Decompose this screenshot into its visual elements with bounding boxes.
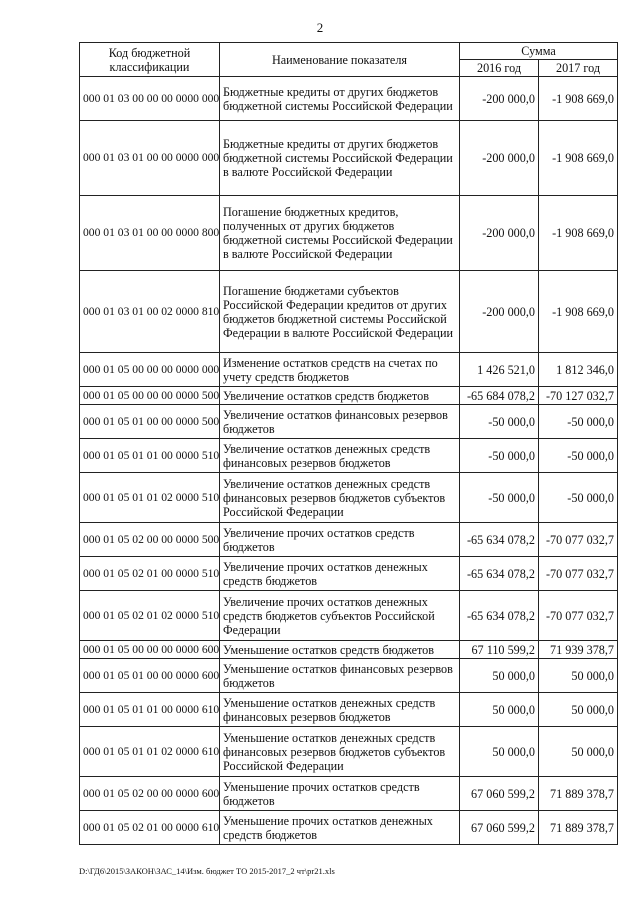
code-cell: 000 01 05 01 00 00 0000 500 [80,405,220,439]
table-row [80,659,618,693]
table-row [80,523,618,557]
table-row [80,557,618,591]
value-2017-cell: 50 000,0 [539,727,618,777]
code-cell: 000 01 05 01 01 02 0000 610 [80,727,220,777]
code-cell: 000 01 05 02 00 00 0000 500 [80,523,220,557]
table-row [80,271,618,353]
name-cell: Увеличение прочих остатков денежных средств бюджетов субъектов Российской Федерации [220,591,460,641]
value-2017-cell: -70 077 032,7 [539,523,618,557]
value-2017-cell: 71 889 378,7 [539,811,618,845]
table-row [80,641,618,659]
code-cell: 000 01 03 01 00 00 0000 000 [80,121,220,196]
value-2017-cell: 50 000,0 [539,659,618,693]
code-cell: 000 01 05 02 00 00 0000 600 [80,777,220,811]
value-2016-cell: 50 000,0 [460,659,539,693]
table-row [80,196,618,271]
value-2016-cell: -50 000,0 [460,473,539,523]
code-cell: 000 01 05 01 00 00 0000 600 [80,659,220,693]
table-row [80,693,618,727]
table-row [80,439,618,473]
name-cell: Увеличение остатков средств бюджетов [220,387,460,405]
name-cell: Погашение бюджетных кредитов, полученных от других бюджетов бюджетной системы Российской Федерации в валюте Российской Федерации [220,196,460,271]
value-2016-cell: 67 060 599,2 [460,777,539,811]
value-2016-cell: 1 426 521,0 [460,353,539,387]
code-cell: 000 01 05 00 00 00 0000 000 [80,353,220,387]
table-row [80,811,618,845]
name-cell: Увеличение остатков денежных средств финансовых резервов бюджетов субъектов Российской Федерации [220,473,460,523]
value-2017-cell: 1 812 346,0 [539,353,618,387]
value-2016-cell: -50 000,0 [460,439,539,473]
name-cell: Увеличение прочих остатков средств бюджетов [220,523,460,557]
code-cell: 000 01 03 01 00 00 0000 800 [80,196,220,271]
value-2016-cell: -65 634 078,2 [460,557,539,591]
table-row [80,473,618,523]
code-cell: 000 01 05 02 01 00 0000 610 [80,811,220,845]
value-2016-cell: -200 000,0 [460,196,539,271]
name-cell: Бюджетные кредиты от других бюджетов бюджетной системы Российской Федерации [220,77,460,121]
value-2017-cell: -50 000,0 [539,439,618,473]
code-cell: 000 01 05 01 01 02 0000 510 [80,473,220,523]
value-2016-cell: 50 000,0 [460,727,539,777]
table-row [80,77,618,121]
value-2017-cell: -50 000,0 [539,473,618,523]
value-2017-cell: -50 000,0 [539,405,618,439]
table-row [80,777,618,811]
value-2016-cell: 67 110 599,2 [460,641,539,659]
value-2017-cell: -1 908 669,0 [539,77,618,121]
code-cell: 000 01 05 02 01 00 0000 510 [80,557,220,591]
code-cell: 000 01 05 01 01 00 0000 610 [80,693,220,727]
table-row [80,353,618,387]
table-row [80,405,618,439]
table-row [80,591,618,641]
value-2017-cell: -70 077 032,7 [539,557,618,591]
value-2016-cell: -65 634 078,2 [460,591,539,641]
table-row [80,387,618,405]
value-2016-cell: -200 000,0 [460,77,539,121]
name-cell: Увеличение остатков финансовых резервов бюджетов [220,405,460,439]
name-cell: Уменьшение прочих остатков денежных средств бюджетов [220,811,460,845]
value-2016-cell: -65 684 078,2 [460,387,539,405]
value-2016-cell: -65 634 078,2 [460,523,539,557]
name-cell: Уменьшение остатков денежных средств финансовых резервов бюджетов субъектов Российской Федерации [220,727,460,777]
code-cell: 000 01 05 00 00 00 0000 600 [80,641,220,659]
value-2016-cell: 67 060 599,2 [460,811,539,845]
name-cell: Изменение остатков средств на счетах по учету средств бюджетов [220,353,460,387]
page-number: 2 [316,20,324,35]
table-row [80,121,618,196]
name-cell: Увеличение прочих остатков денежных средств бюджетов [220,557,460,591]
value-2016-cell: -200 000,0 [460,271,539,353]
code-cell: 000 01 05 00 00 00 0000 500 [80,387,220,405]
code-cell: 000 01 05 01 01 00 0000 510 [80,439,220,473]
value-2017-cell: 50 000,0 [539,693,618,727]
value-2017-cell: -1 908 669,0 [539,196,618,271]
value-2016-cell: -200 000,0 [460,121,539,196]
budget-table [79,42,618,845]
name-cell: Уменьшение остатков денежных средств финансовых резервов бюджетов [220,693,460,727]
value-2017-cell: -1 908 669,0 [539,271,618,353]
code-cell: 000 01 03 00 00 00 0000 000 [80,77,220,121]
name-cell: Погашение бюджетами субъектов Российской Федерации кредитов от других бюджетов бюджетной системы Российской Федерации в валюте Российской Федерации [220,271,460,353]
value-2017-cell: 71 939 378,7 [539,641,618,659]
header-sum: Сумма [460,43,618,60]
value-2017-cell: -70 127 032,7 [539,387,618,405]
value-2016-cell: 50 000,0 [460,693,539,727]
name-cell: Уменьшение остатков средств бюджетов [220,641,460,659]
name-cell: Бюджетные кредиты от других бюджетов бюджетной системы Российской Федерации в валюте Российской Федерации [220,121,460,196]
name-cell: Увеличение остатков денежных средств финансовых резервов бюджетов [220,439,460,473]
header-code: Код бюджетной классификации [80,43,220,77]
name-cell: Уменьшение остатков финансовых резервов бюджетов [220,659,460,693]
header-name: Наименование показателя [220,43,460,77]
name-cell: Уменьшение прочих остатков средств бюджетов [220,777,460,811]
table-body [80,77,618,845]
header-year-2017: 2017 год [539,60,618,77]
value-2017-cell: -70 077 032,7 [539,591,618,641]
value-2017-cell: 71 889 378,7 [539,777,618,811]
table-row [80,727,618,777]
code-cell: 000 01 03 01 00 02 0000 810 [80,271,220,353]
value-2016-cell: -50 000,0 [460,405,539,439]
header-year-2016: 2016 год [460,60,539,77]
value-2017-cell: -1 908 669,0 [539,121,618,196]
file-path-footer: D:\ГД6\2015\ЗАКОН\ЗАС_14\Изм. бюджет ТО 2015-2017_2 чт\pr21.xls [79,866,335,876]
code-cell: 000 01 05 02 01 02 0000 510 [80,591,220,641]
